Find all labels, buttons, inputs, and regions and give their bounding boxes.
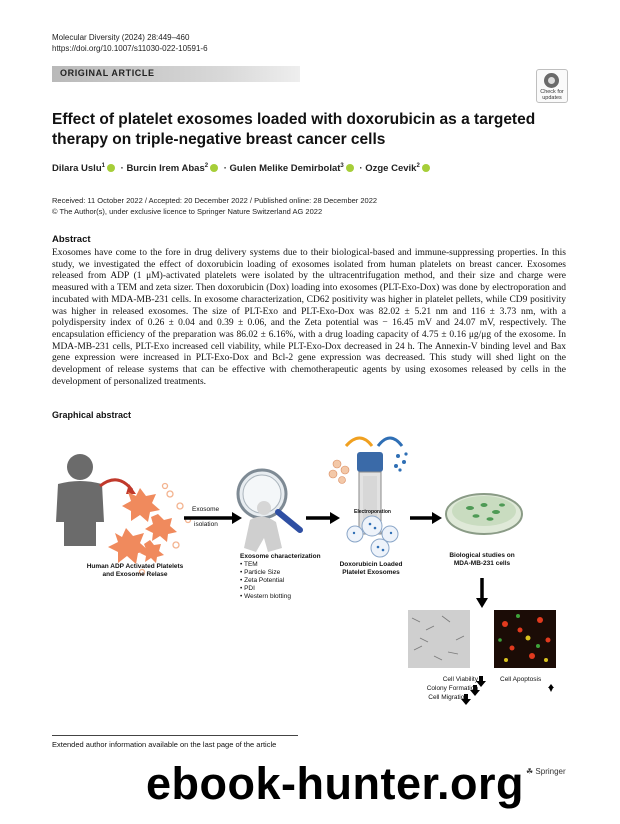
electroporation-label: Electroporation [354,509,391,515]
doxorubicin-dots-icon [394,452,408,471]
author-name[interactable]: Ozge Cevik [365,163,417,175]
characterization-item: Western blotting [244,593,291,600]
springer-logo: ☘ Springer [526,767,566,776]
author-affiliation: 3 [340,163,344,169]
author-affiliation: 1 [101,163,105,169]
characterization-title: Exosome characterization [240,553,321,560]
platelets-caption-line: and Exosome Relase [102,571,168,578]
journal-citation: Molecular Diversity (2024) 28:449–460 [52,33,190,42]
author-name[interactable]: Burcin Irem Abas [126,163,205,175]
cell-apoptosis-micrograph [494,610,556,668]
result-item: Cell Migration [428,694,468,701]
author-affiliation: 2 [204,163,209,169]
characterization-item: Particle Size [244,569,281,576]
author-separator: · [120,163,124,175]
result-item: Colony Formation [426,685,478,692]
petri-dish-icon [446,494,522,534]
check-updates-label: Check for updates [540,89,564,101]
author-separator: · [359,163,363,175]
exosome-isolation-label [192,506,219,528]
cell-viability-micrograph [408,610,470,668]
loaded-exosomes-icon [347,516,398,557]
bio-caption-line: MDA-MB-231 cells [453,560,511,567]
dox-caption-line: Doxorubicin Loaded [339,561,403,568]
characterization-item: PDI [244,585,255,592]
author-name[interactable]: Gulen Melike Demirbolat [229,163,341,175]
bio-caption-line: Biological studies on [449,552,515,559]
copyright-line: © The Author(s), under exclusive licence to Springer Nature Switzerland AG 2022 [52,206,323,216]
footnote-rule [52,735,298,736]
exosome-characterization-icon [238,470,300,552]
platelets-caption [80,563,190,579]
exosome-cluster-icon [329,460,349,484]
platelets-caption-line: Human ADP Activated Platelets [86,563,184,570]
article-title: Effect of platelet exosomes loaded with doxorubicin as a targeted therapy on triple-negative breast cancer cells [52,111,536,148]
abstract-text: Exosomes have come to the fore in drug delivery systems due to their biological-based and immune-suppressing properties. In this study, we investigated the effect of doxorubicin loading of exosomes isolated from human platelets on breast cancer. Exosomes released from ADP (1 μM)-activated platelets were isolated by the ultracentrifugation method, and their size and charge were measured with a TEM and zeta sizer. Then doxorubicin (Dox) loading into exosomes (PLT-Exo-Dox) was done by electroporation and incubated with MDA-MB-231 cells. In exosome characterization, CD62 positivity was higher in platelet pellets, while CD9 positivity was higher in released exosomes. The size of PLT-Exo and PLT-Exo-Dox was 82.02 ± 5.21 nm and 116 ± 3.73 nm, with a polydispersity index of 0.26 ± 0.04 and 0.39 ± 0.06, and the Zeta potential was − 16.45 mV and 24.07 mV, respectively. The encapsulation efficiency of the preparation was 86.02 ± 6.16%, with a drug loading capacity of 4.75 ± 0.16 μg/μg of the exosome. In MDA-MB-231 cells, PLT-Exo increased cell viability, while PLT-Exo-Dox decreased in 24 h. The Annexin-V binding level and Bax gene expression were increased in PLT-Exo-Dox and Bcl-2 gene expression was decreased. This study will shed light on the development of release systems that can be effective with chemotherapeutic agents by using exosomes released by cells in the development of personalized treatments. [52,248,566,387]
article-type: ORIGINAL ARTICLE [60,68,155,78]
journal-doi[interactable]: https://doi.org/10.1007/s11030-022-10591-6 [52,44,208,53]
biological-studies-caption [436,552,528,568]
watermark-text: ebook-hunter.org [146,758,524,809]
human-figure-icon [56,454,104,546]
dox-exosomes-caption [330,561,412,577]
author-separator: · [223,163,227,175]
characterization-item: Zeta Potential [244,577,285,584]
abstract-heading: Abstract [52,234,91,245]
footnote: Extended author information available on the last page of the article [52,740,277,749]
dox-caption-line: Platelet Exosomes [342,569,400,576]
author-name[interactable]: Dilara Uslu [52,163,102,175]
activation-arrow-icon [100,480,132,490]
activated-platelets-icon [108,488,177,564]
characterization-item: TEM [243,561,258,568]
characterization-list: Exosome characterization • TEM • Particle Size • Zeta Potential • PDI • Western blotting [240,553,321,600]
results-list [408,675,478,702]
apoptosis-result: Cell Apoptosis [500,676,542,683]
graphical-abstract-heading: Graphical abstract [52,410,132,420]
result-item: Cell Viability [442,676,478,683]
isolation-label: isolation [194,521,218,528]
exosome-label: Exosome [192,506,220,513]
author-affiliation: 2 [416,163,420,169]
publisher-name: Springer [535,767,566,776]
dates-line: Received: 11 October 2022 / Accepted: 20 December 2022 / Published online: 28 December 2022 [52,196,378,205]
